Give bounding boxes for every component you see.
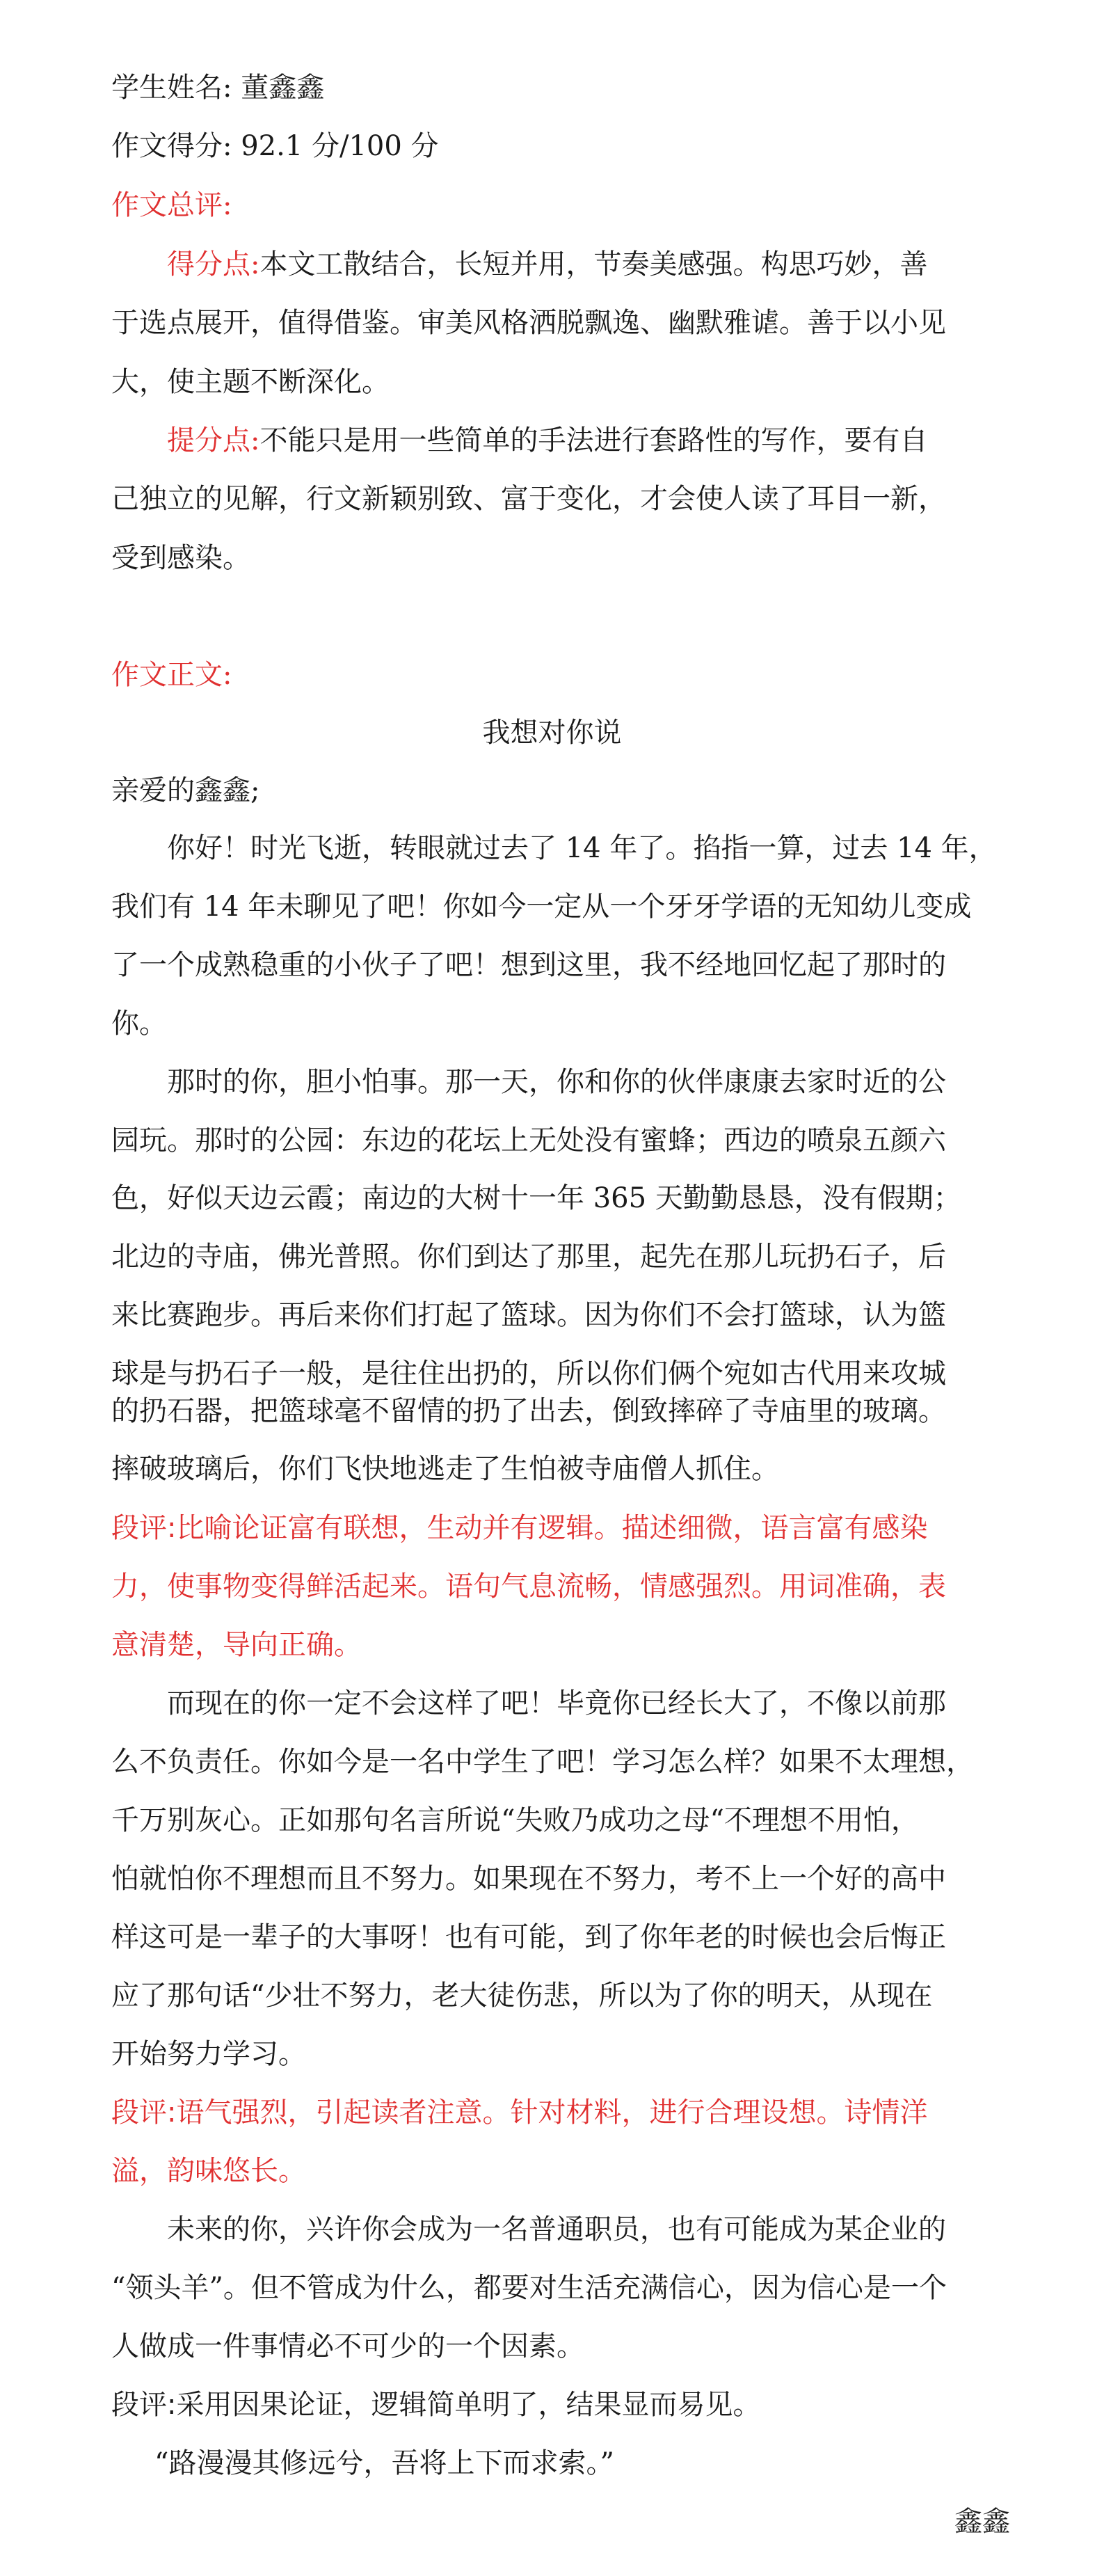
merit-line-3: 大，使主题不断深化。 xyxy=(111,366,390,398)
p4-line-1: 未来的你，兴许你会成为一名普通职员，也有可能成为某企业的 xyxy=(167,2213,946,2245)
improve-line-3: 受到感染。 xyxy=(111,542,250,574)
p2-line-8: 摔破玻璃后，你们飞快地逃走了生怕被寺庙僧人抓住。 xyxy=(111,1453,779,1485)
merit-line-2: 于选点展开，值得借鉴。审美风格洒脱飘逸、幽默雅谑。善于以小见 xyxy=(111,307,946,339)
improve-label: 提分点: xyxy=(167,424,260,456)
comment-2-text: 语气强烈，引起读者注意。针对材料，进行合理设想。诗情洋 xyxy=(176,2097,928,2129)
improve-line-1 xyxy=(167,421,1007,460)
essay-title: 我想对你说 xyxy=(482,717,622,749)
merit-text: 本文工散结合，长短并用，节奏美感强。构思巧妙，善 xyxy=(259,248,928,280)
signature: 鑫鑫 xyxy=(954,2506,1010,2538)
p3-line-4: 怕就怕你不理想而且不努力。如果现在不努力，考不上一个好的高中 xyxy=(111,1863,946,1895)
merit-line-1 xyxy=(167,245,1007,284)
p3-line-5: 样这可是一辈子的大事呀！也有可能，到了你年老的时候也会后悔正 xyxy=(111,1921,946,1953)
comment-2-line-1 xyxy=(111,2093,1007,2132)
p2-line-1: 那时的你，胆小怕事。那一天，你和你的伙伴康康去家时近的公 xyxy=(167,1066,946,1098)
p3-line-2: 么不负责任。你如今是一名中学生了吧！学习怎么样？如果不太理想， xyxy=(111,1746,974,1778)
p2-line-3: 色，好似天边云霞；南边的大树十一年 365 天勤勤恳恳，没有假期； xyxy=(111,1182,961,1214)
comment-2-label: 段评: xyxy=(111,2097,177,2129)
comment-2-line-2: 溢，韵味悠长。 xyxy=(111,2155,306,2187)
comment-3-line xyxy=(111,2385,1007,2424)
p2-line-4: 北边的寺庙，佛光普照。你们到达了那里，起先在那儿玩扔石子，后 xyxy=(111,1241,946,1273)
comment-1-line-1 xyxy=(111,1509,1007,1548)
comment-1-line-2: 力，使事物变得鲜活起来。语句气息流畅，情感强烈。用词准确，表 xyxy=(111,1571,946,1603)
body-heading: 作文正文: xyxy=(111,659,232,691)
p2-line-7: 的扔石器，把篮球毫不留情的扔了出去，倒致摔碎了寺庙里的玻璃。 xyxy=(111,1395,946,1427)
p2-line-6: 球是与扔石子一般，是往住出扔的，所以你们俩个宛如古代用来攻城 xyxy=(111,1358,946,1390)
essay-score: 作文得分: 92.1 分/100 分 xyxy=(111,130,439,162)
student-name: 学生姓名: 董鑫鑫 xyxy=(111,72,325,104)
p1-line-1: 你好！时光飞逝，转眼就过去了 14 年了。掐指一算，过去 14 年， xyxy=(167,832,997,864)
greeting: 亲爱的鑫鑫; xyxy=(111,774,260,806)
comment-3-text: 采用因果论证，逻辑简单明了，结果显而易见。 xyxy=(176,2389,761,2421)
improve-text: 不能只是用一些简单的手法进行套路性的写作，要有自 xyxy=(259,424,928,456)
p3-line-6: 应了那句话“少壮不努力，老大徒伤悲，所以为了你的明天，从现在 xyxy=(111,1980,933,2012)
p4-line-2: “领头羊”。但不管成为什么，都要对生活充满信心，因为信心是一个 xyxy=(111,2272,947,2304)
comment-1-label: 段评: xyxy=(111,1512,177,1544)
p3-line-7: 开始努力学习。 xyxy=(111,2038,306,2070)
p3-line-1: 而现在的你一定不会这样了吧！毕竟你已经长大了，不像以前那 xyxy=(167,1687,946,1719)
summary-heading: 作文总评: xyxy=(111,189,232,221)
p4-line-3: 人做成一件事情必不可少的一个因素。 xyxy=(111,2330,584,2362)
p1-line-4: 你。 xyxy=(111,1008,167,1040)
comment-1-text: 比喻论证富有联想，生动并有逻辑。描述细微，语言富有感染 xyxy=(176,1512,928,1544)
p1-line-3: 了一个成熟稳重的小伙子了吧！想到这里，我不经地回忆起了那时的 xyxy=(111,949,946,981)
p1-line-2: 我们有 14 年未聊见了吧！你如今一定从一个牙牙学语的无知幼儿变成 xyxy=(111,891,972,923)
comment-3-label: 段评: xyxy=(111,2389,177,2421)
merit-label: 得分点: xyxy=(167,248,260,280)
improve-line-2: 己独立的见解，行文新颖别致、富于变化，才会使人读了耳目一新， xyxy=(111,483,946,515)
p3-line-3: 千万别灰心。正如那句名言所说“失败乃成功之母“不理想不用怕， xyxy=(111,1804,919,1836)
closing-quote: “路漫漫其修远兮，吾将上下而求索。” xyxy=(154,2447,614,2479)
p2-line-5: 来比赛跑步。再后来你们打起了篮球。因为你们不会打篮球，认为篮 xyxy=(111,1299,946,1331)
p2-line-2: 园玩。那时的公园：东边的花坛上无处没有蜜蜂；西边的喷泉五颜六 xyxy=(111,1124,946,1156)
comment-1-line-3: 意清楚，导向正确。 xyxy=(111,1629,362,1661)
